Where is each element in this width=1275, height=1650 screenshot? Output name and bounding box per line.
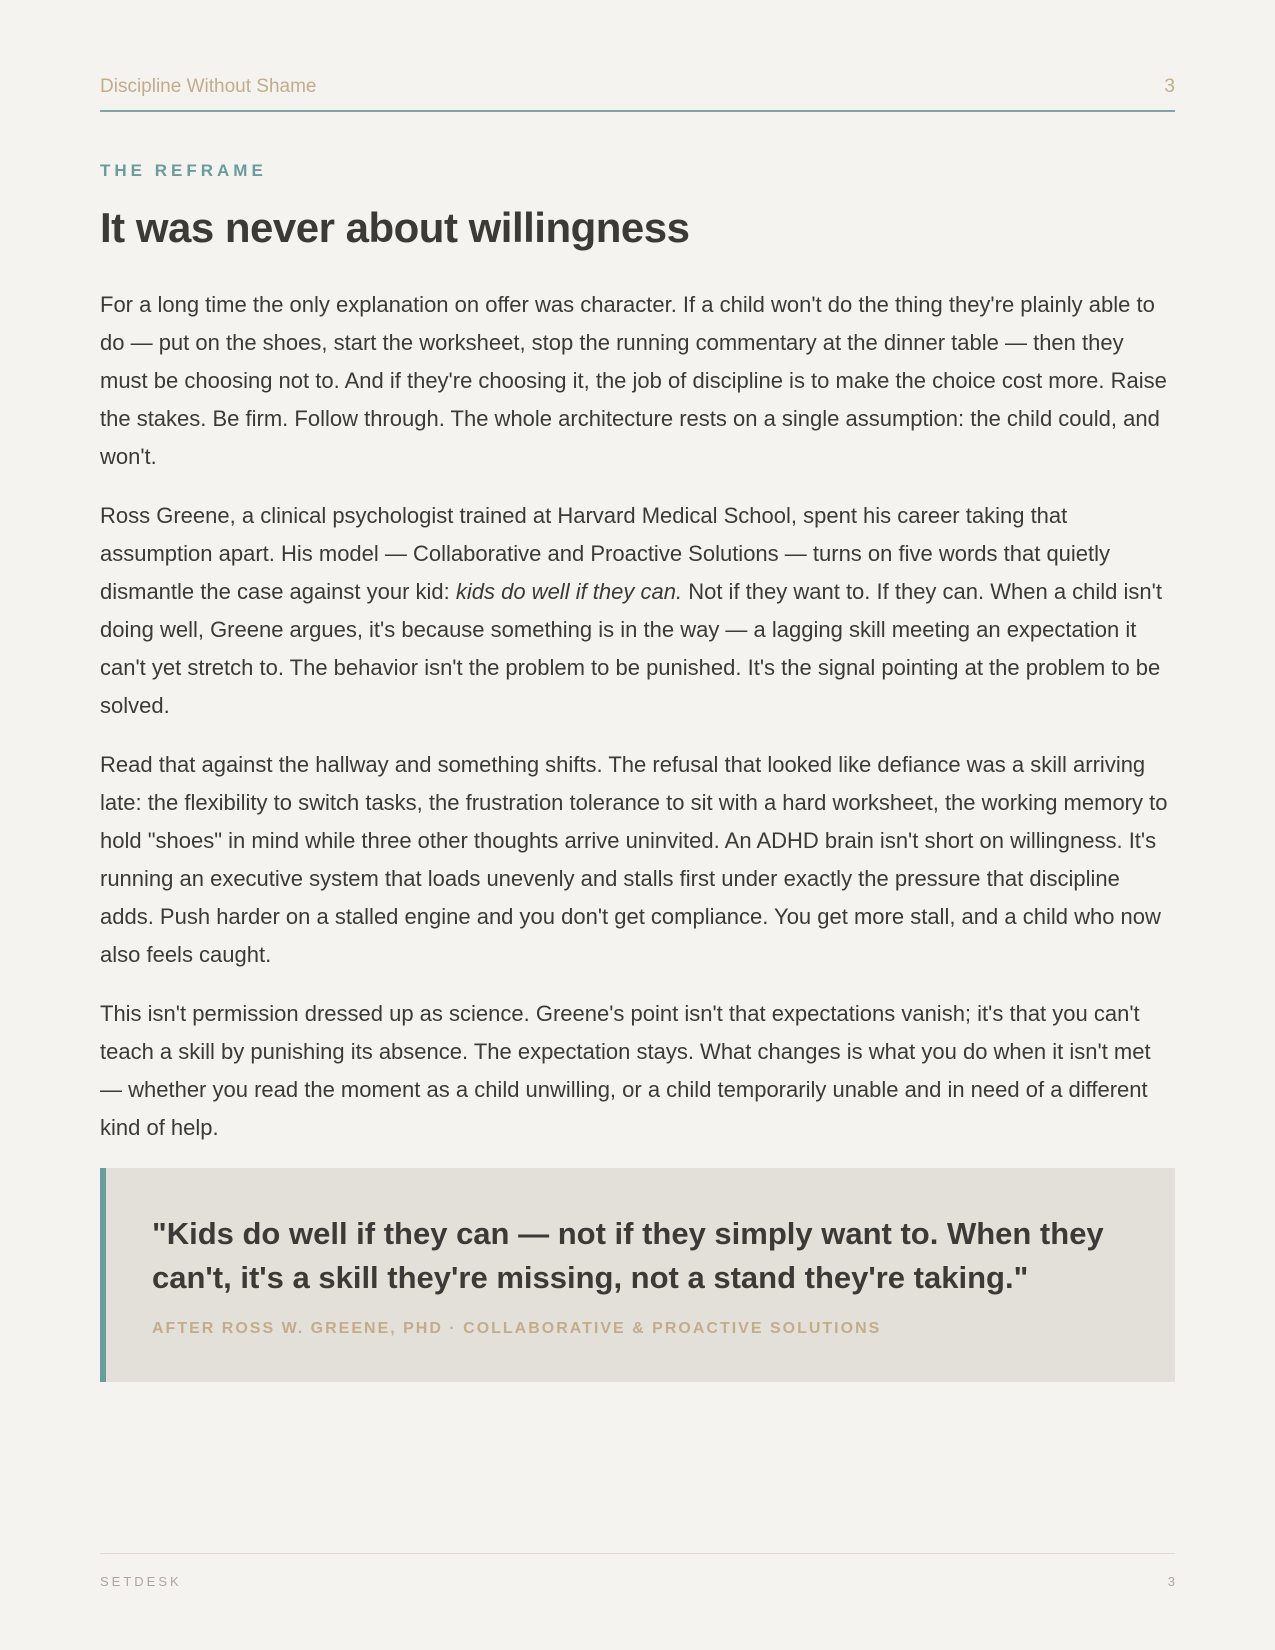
- pull-quote-text: "Kids do well if they can — not if they simply want to. When they can't, it's a skill they're missing, not a stand they're taking.": [152, 1216, 1104, 1295]
- paragraph-3: Read that against the hallway and something shifts. The refusal that looked like defiance was a skill arriving late: the flexibility to switch tasks, the frustration tolerance to sit with a hard worksheet, the working memory to hold "shoes" in mind while three other thoughts arrive uninvited. An ADHD brain isn't short on willingness. It's running an executive system that loads unevenly and stalls first under exactly the pressure that discipline adds. Push harder on a stalled engine and you don't get compliance. You get more stall, and a child who now also feels caught.: [100, 752, 1168, 967]
- header-page-number: 3: [1164, 76, 1175, 97]
- paragraph-1: For a long time the only explanation on offer was character. If a child won't do the thing they're plainly able to do — put on the shoes, start the worksheet, stop the running commentary at the dinner table — then they must be choosing not to. And if they're choosing it, the job of discipline is to make the choice cost more. Raise the stakes. Be firm. Follow through. The whole architecture rests on a single assumption: the child could, and won't.: [100, 292, 1167, 469]
- body-text: [100, 286, 1175, 1168]
- section-eyebrow: THE REFRAME: [100, 161, 267, 180]
- pull-quote-attribution: AFTER ROSS W. GREENE, PHD · COLLABORATIVE & PROACTIVE SOLUTIONS: [152, 1320, 882, 1337]
- paragraph-2-rest: Not if they want to. If they can. When a child isn't doing well, Greene argues, it's because something is in the way — a lagging skill meeting an expectation it can't yet stretch to. The behavior isn't the problem to be punished. It's the signal pointing at the problem to be solved.: [100, 579, 1162, 718]
- paragraph-2: [100, 497, 1175, 725]
- footer-brand: SETDESK: [100, 1574, 182, 1589]
- document-page: [100, 0, 1175, 1650]
- footer-page-number: 3: [1167, 1574, 1175, 1589]
- pull-quote: [100, 1168, 1175, 1382]
- running-header: [100, 76, 1175, 112]
- paragraph-2-emphasis: kids do well if they can.: [455, 579, 683, 604]
- paragraph-2-lead: Ross Greene, a clinical psychologist trained at Harvard Medical School, spent his career taking that assumption apart. His model — Collaborative and Proactive Solutions — turns on five words that quietly dismantle the case against your kid:: [100, 503, 1111, 604]
- section-title: It was never about willingness: [100, 204, 690, 251]
- paragraph-4: This isn't permission dressed up as science. Greene's point isn't that expectations vanish; it's that you can't teach a skill by punishing its absence. The expectation stays. What changes is what you do when it isn't met — whether you read the moment as a child unwilling, or a child temporarily unable and in need of a different kind of help.: [100, 1001, 1151, 1140]
- book-title: Discipline Without Shame: [100, 76, 317, 97]
- running-footer: [100, 1553, 1175, 1589]
